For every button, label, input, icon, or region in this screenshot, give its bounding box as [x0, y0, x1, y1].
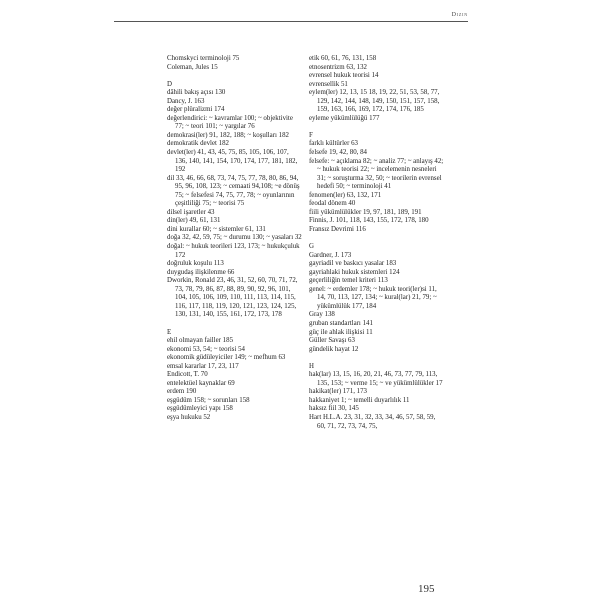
- index-entry: Hart H.L.A. 23, 31, 32, 33, 34, 46, 57, 58, 59, 60, 71, 72, 73, 74, 75,: [309, 413, 436, 430]
- index-entry: fiili yükümlülükler 19, 97, 181, 189, 191: [309, 208, 422, 216]
- index-entry: demokrasi(ler) 91, 182, 188; ~ koşulları 182: [167, 131, 289, 139]
- index-column-left: [167, 55, 302, 423]
- index-entry: dâhili bakış açısı 130: [167, 89, 226, 97]
- index-column-right: [309, 55, 444, 431]
- index-entry: eşgüdüm 158; ~ sorunları 158: [167, 396, 250, 404]
- index-entry: etnosentrizm 63, 132: [309, 63, 367, 71]
- header-rule: [114, 21, 468, 22]
- index-letter-heading: H: [309, 362, 314, 370]
- index-entry: duygudaş ilişkilenme 66: [167, 268, 235, 276]
- index-entry: Gray 138: [309, 311, 335, 319]
- index-entry: eylem(ler) 12, 13, 15 18, 19, 22, 51, 53, 58, 77, 129, 142, 144, 148, 149, 150, 151, 157, 158, 159, 163, 166, 169, 172, 174, 176, 185: [309, 89, 440, 114]
- index-letter-heading: D: [167, 80, 172, 88]
- index-entry: dilsel işaretler 43: [167, 208, 215, 216]
- index-entry: Finnis, J. 101, 118, 143, 155, 172, 178, 180: [309, 217, 429, 225]
- index-entry: hakikat(ler) 171, 173: [309, 388, 367, 396]
- index-entry: değer plüralizmi 174: [167, 106, 225, 114]
- index-entry: dini kurallar 60; ~ sistemler 61, 131: [167, 225, 266, 233]
- index-entry: Gardner, J. 173: [309, 251, 352, 259]
- index-entry: doğal: ~ hukuk teorileri 123, 173; ~ hukukçuluk 172: [167, 243, 300, 259]
- index-entry: gruban standartları 141: [309, 319, 373, 327]
- index-entry: hak(lar) 13, 15, 16, 20, 21, 46, 73, 77, 79, 113, 135, 153; ~ verme 15; ~ ve yükümlülükler 17: [309, 371, 443, 387]
- index-entry: haksız fiil 30, 145: [309, 405, 359, 413]
- index-entry: demokratik devlet 182: [167, 140, 229, 148]
- index-entry: felsefe 19, 42, 80, 84: [309, 149, 367, 157]
- page-number: 195: [418, 583, 435, 595]
- index-entry: feodal dönem 40: [309, 200, 356, 208]
- index-entry: fenomen(ler) 63, 132, 171: [309, 191, 382, 199]
- index-entry: Dworkin, Ronald 23, 46, 31, 52, 60, 70, 71, 72, 73, 78, 79, 86, 87, 88, 89, 90, 92, 96, 101, 104, 105, 106, 109, 110, 111, 113, 114, 115, 116, 117, 118, 119, 120, 121, 123, 124, 125, 130, 131, 140, 155, 161, 172, 173, 178: [167, 277, 298, 319]
- index-entry: evrensel hukuk teorisi 14: [309, 72, 379, 80]
- running-head: Dizin: [451, 12, 468, 18]
- index-entry: Fransız Devrimi 116: [309, 225, 366, 233]
- index-entry: Dancy, J. 163: [167, 97, 205, 105]
- index-entry: genel: ~ erdemler 178; ~ hukuk teori(ler)si 11, 14, 70, 113, 127, 134; ~ kural(lar) 21, 79; ~ yükümlülük 177, 184: [309, 285, 437, 310]
- index-letter-heading: G: [309, 243, 314, 251]
- index-entry: ekonomik güdüleyiciler 149; ~ mefhum 63: [167, 354, 286, 362]
- index-entry: Endicott, T. 70: [167, 371, 208, 379]
- index-entry: ekonomi 53, 54; ~ teorisi 54: [167, 345, 245, 353]
- index-entry: entelektüel kaynaklar 69: [167, 379, 235, 387]
- index-entry: evrensellik 51: [309, 80, 348, 88]
- index-entry: gayriahlaki hukuk sistemleri 124: [309, 268, 400, 276]
- index-letter-heading: E: [167, 328, 172, 336]
- index-entry: Chomskyci terminoloji 75: [167, 55, 240, 62]
- index-entry: eşya hukuku 52: [167, 413, 211, 421]
- index-entry: felsefe: ~ açıklama 82; ~ analiz 77; ~ anlayış 42; ~ hukuk teorisi 22; ~ incelemenin nesneleri 31; ~ soruşturma 32, 50; ~ teorilerin evrensel hedefi 50; ~ terminoloji 41: [309, 157, 444, 191]
- index-entry: devlet(ler) 41, 43, 45, 75, 85, 105, 106, 107, 136, 140, 141, 154, 170, 174, 177, 181, 182, 192: [167, 149, 298, 174]
- index-entry: geçerliliğin temel kriteri 113: [309, 277, 388, 285]
- index-entry: emsal kararlar 17, 23, 117: [167, 362, 239, 370]
- index-entry: dil 33, 46, 66, 68, 73, 74, 75, 77, 78, 80, 86, 94, 95, 96, 108, 123; ~ cemaati 94,108; ~e dönüş 75; ~ felsefesi 74, 75, 77, 78; ~ oyunlarının çeşitliliği 75; ~ teorisi 75: [167, 174, 300, 208]
- index-entry: hakkaniyet 1; ~ temelli duyarlılık 11: [309, 396, 410, 404]
- index-entry: ehil olmayan failler 185: [167, 337, 234, 345]
- index-entry: Güller Savaşı 63: [309, 337, 355, 345]
- index-entry: eşgüdümleyici yapı 158: [167, 405, 233, 413]
- index-letter-heading: F: [309, 131, 313, 139]
- index-entry: gündelik hayat 12: [309, 345, 359, 353]
- index-entry: etik 60, 61, 76, 131, 158: [309, 55, 377, 62]
- index-entry: değerlendirici: ~ kavramlar 100; ~ objektivite 77; ~ teori 101; ~ yargılar 76: [167, 114, 293, 131]
- index-entry: din(ler) 49, 61, 131: [167, 217, 221, 225]
- index-entry: gayriadil ve baskıcı yasalar 183: [309, 260, 397, 268]
- index-entry: doğruluk koşulu 113: [167, 260, 224, 268]
- index-entry: erdem 190: [167, 388, 197, 396]
- index-entry: eyleme yükümlülüğü 177: [309, 114, 380, 122]
- index-entry: Coleman, Jules 15: [167, 63, 218, 71]
- index-entry: farklı kültürler 63: [309, 140, 358, 148]
- index-entry: doğa 32, 42, 59, 75; ~ durumu 130; ~ yasaları 32: [167, 234, 302, 242]
- index-entry: güç ile ahlak ilişkisi 11: [309, 328, 373, 336]
